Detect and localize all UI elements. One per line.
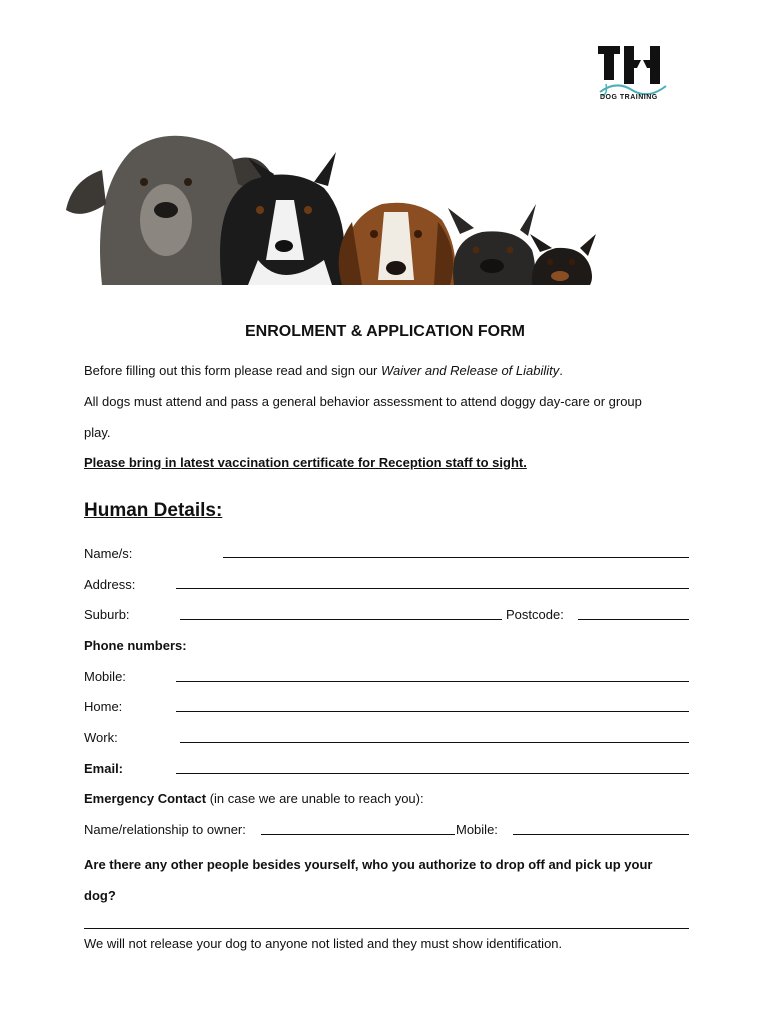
suburb-label: Suburb: <box>84 607 130 622</box>
waiver-reference: Waiver and Release of Liability <box>381 363 560 378</box>
assessment-text-line2: play. <box>84 425 111 440</box>
emergency-contact-text <box>84 791 424 806</box>
vaccination-notice: Please bring in latest vaccination certificate for Reception staff to sight. <box>84 455 527 470</box>
suburb-field[interactable] <box>180 619 502 620</box>
postcode-label: Postcode: <box>506 607 564 622</box>
home-field[interactable] <box>176 711 689 712</box>
intro-suffix: . <box>559 363 563 378</box>
mobile-label: Mobile: <box>84 669 126 684</box>
dogs-hero-image <box>62 130 602 290</box>
emergency-contact-heading: Emergency Contact <box>84 791 207 806</box>
postcode-field[interactable] <box>578 619 689 620</box>
email-field[interactable] <box>176 773 689 774</box>
phone-numbers-heading: Phone numbers: <box>84 638 187 653</box>
work-field[interactable] <box>180 742 689 743</box>
dogs-illustration <box>62 130 602 290</box>
relationship-field[interactable] <box>261 834 455 835</box>
authorized-people-question-line2: dog? <box>84 888 116 903</box>
logo-subtitle: DOG TRAINING <box>600 94 658 101</box>
basset-hound-illustration <box>339 203 456 285</box>
mobile-field[interactable] <box>176 681 689 682</box>
emergency-mobile-label: Mobile: <box>456 822 498 837</box>
intro-prefix: Before filling out this form please read and sign our <box>84 363 382 378</box>
emergency-contact-note: (in case we are unable to reach you): <box>206 791 424 806</box>
human-details-heading: Human Details: <box>84 500 223 521</box>
names-label: Name/s: <box>84 546 133 561</box>
authorized-people-question-line1: Are there any other people besides yourself, who you authorize to drop off and pick up your <box>84 857 653 872</box>
assessment-text-line1: All dogs must attend and pass a general behavior assessment to attend doggy day-care or group <box>84 394 642 409</box>
email-label: Email: <box>84 761 124 776</box>
miniature-pinscher-illustration <box>530 234 596 285</box>
address-label: Address: <box>84 577 136 592</box>
address-field[interactable] <box>176 588 689 589</box>
release-note: We will not release your dog to anyone not listed and they must show identification. <box>84 936 563 951</box>
authorized-people-field[interactable] <box>84 928 689 929</box>
form-title: ENROLMENT & APPLICATION FORM <box>245 323 525 340</box>
french-bulldog-illustration <box>448 204 536 285</box>
work-label: Work: <box>84 730 118 745</box>
names-field[interactable] <box>223 557 689 558</box>
home-label: Home: <box>84 699 123 714</box>
intro-text <box>84 363 563 379</box>
emergency-mobile-field[interactable] <box>513 834 689 835</box>
relationship-label: Name/relationship to owner: <box>84 822 246 837</box>
